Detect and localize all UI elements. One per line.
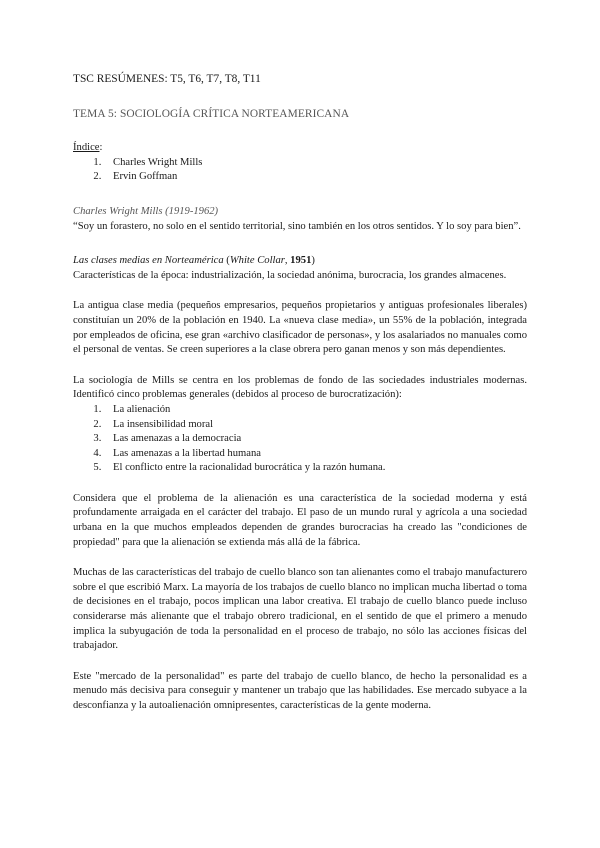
section-title: TEMA 5: SOCIOLOGÍA CRÍTICA NORTEAMERICANA [73,107,350,120]
problems-list [73,403,527,476]
book-original-title: White Collar [229,255,285,267]
problem-item: 1. La alienación [104,403,527,418]
author-quote: “Soy un forastero, no solo en el sentido territorial, sino también en los otros sentidos. Y lo soy para bien”. [73,220,521,232]
paragraph-alienation: Considera que el problema de la alienación es una característica de la sociedad moderna y está profundamente arraigada en el carácter del trabajo. El paso de un mundo rural y agrícola a una sociedad urbana en la que muchos empleados dependen de grandes burocracias ha creado las "condiciones de propiedad" para que la alienación se extienda más allá de la fábrica. [73,492,527,548]
paragraph-middle-class: La antigua clase media (pequeños empresarios, pequeños propietarios y antiguas profesionales liberales) constituían un 20% de la población en 1940. La «nueva clase media», un 55% de la población, integrada por empleados de oficina, ese gran «archivo clasificador de personas», y los asalariados no manuales como el personal de ventas. Se creen superiores a la clase obrera pero ganan menos y son más dependientes. [73,300,527,356]
book-comma: , [284,255,291,267]
paragraph-personality-market: Este "mercado de la personalidad" es parte del trabajo de cuello blanco, de hecho la personalidad es a menudo más decisiva para conseguir y mantener un trabajo que las habilidades. Ese mercado subyace a la desconfianza y la autoalienación omnipresentes, características de la gente moderna. [73,670,527,711]
book-paren-close: ) [311,255,315,267]
index-label: Índice [73,142,100,154]
problem-item: 3. Las amenazas a la democracia [104,432,527,447]
index-list [73,156,527,185]
problem-item: 5. El conflicto entre la racionalidad burocrática y la razón humana. [104,461,527,476]
book-heading [73,254,527,269]
problem-item: 2. La insensibilidad moral [104,418,527,433]
author-heading: Charles Wright Mills (1919-1962) [73,205,219,217]
index-item-mills: 1. Charles Wright Mills [104,156,527,171]
document-title: TSC RESÚMENES: T5, T6, T7, T8, T11 [73,73,261,85]
index-item-goffman: 2. Ervin Goffman [104,170,527,185]
epoch-text: Características de la época: industrialización, la sociedad anónima, burocracia, los grandes almacenes. [73,269,507,281]
book-paren-open: ( [223,255,230,267]
index-colon: : [99,142,103,154]
index-heading [73,141,527,156]
book-year: 1951 [290,255,312,267]
book-title: Las clases medias en Norteamérica [73,255,224,267]
problem-item: 4. Las amenazas a la libertad humana [104,447,527,462]
paragraph-white-collar: Muchas de las características del trabajo de cuello blanco son tan alienantes como el trabajo manufacturero sobre el que escribió Marx. La mayoría de los trabajos de cuello blanco no implican mucha libertad o toma de decisiones en el trabajo, pocos implican una labor creativa. El trabajo de cuello blanco puede incluso considerarse más alienante que el trabajo obrero tradicional, en el sentido de que el primero a menudo implica la subyugación de toda la personalidad en el proceso de trabajo, no sólo las acciones físicas del trabajador. [73,567,527,652]
paragraph-mills-sociology: La sociología de Mills se centra en los problemas de fondo de las sociedades industriales modernas. Identificó cinco problemas generales (debidos al proceso de burocratización): [73,374,527,401]
